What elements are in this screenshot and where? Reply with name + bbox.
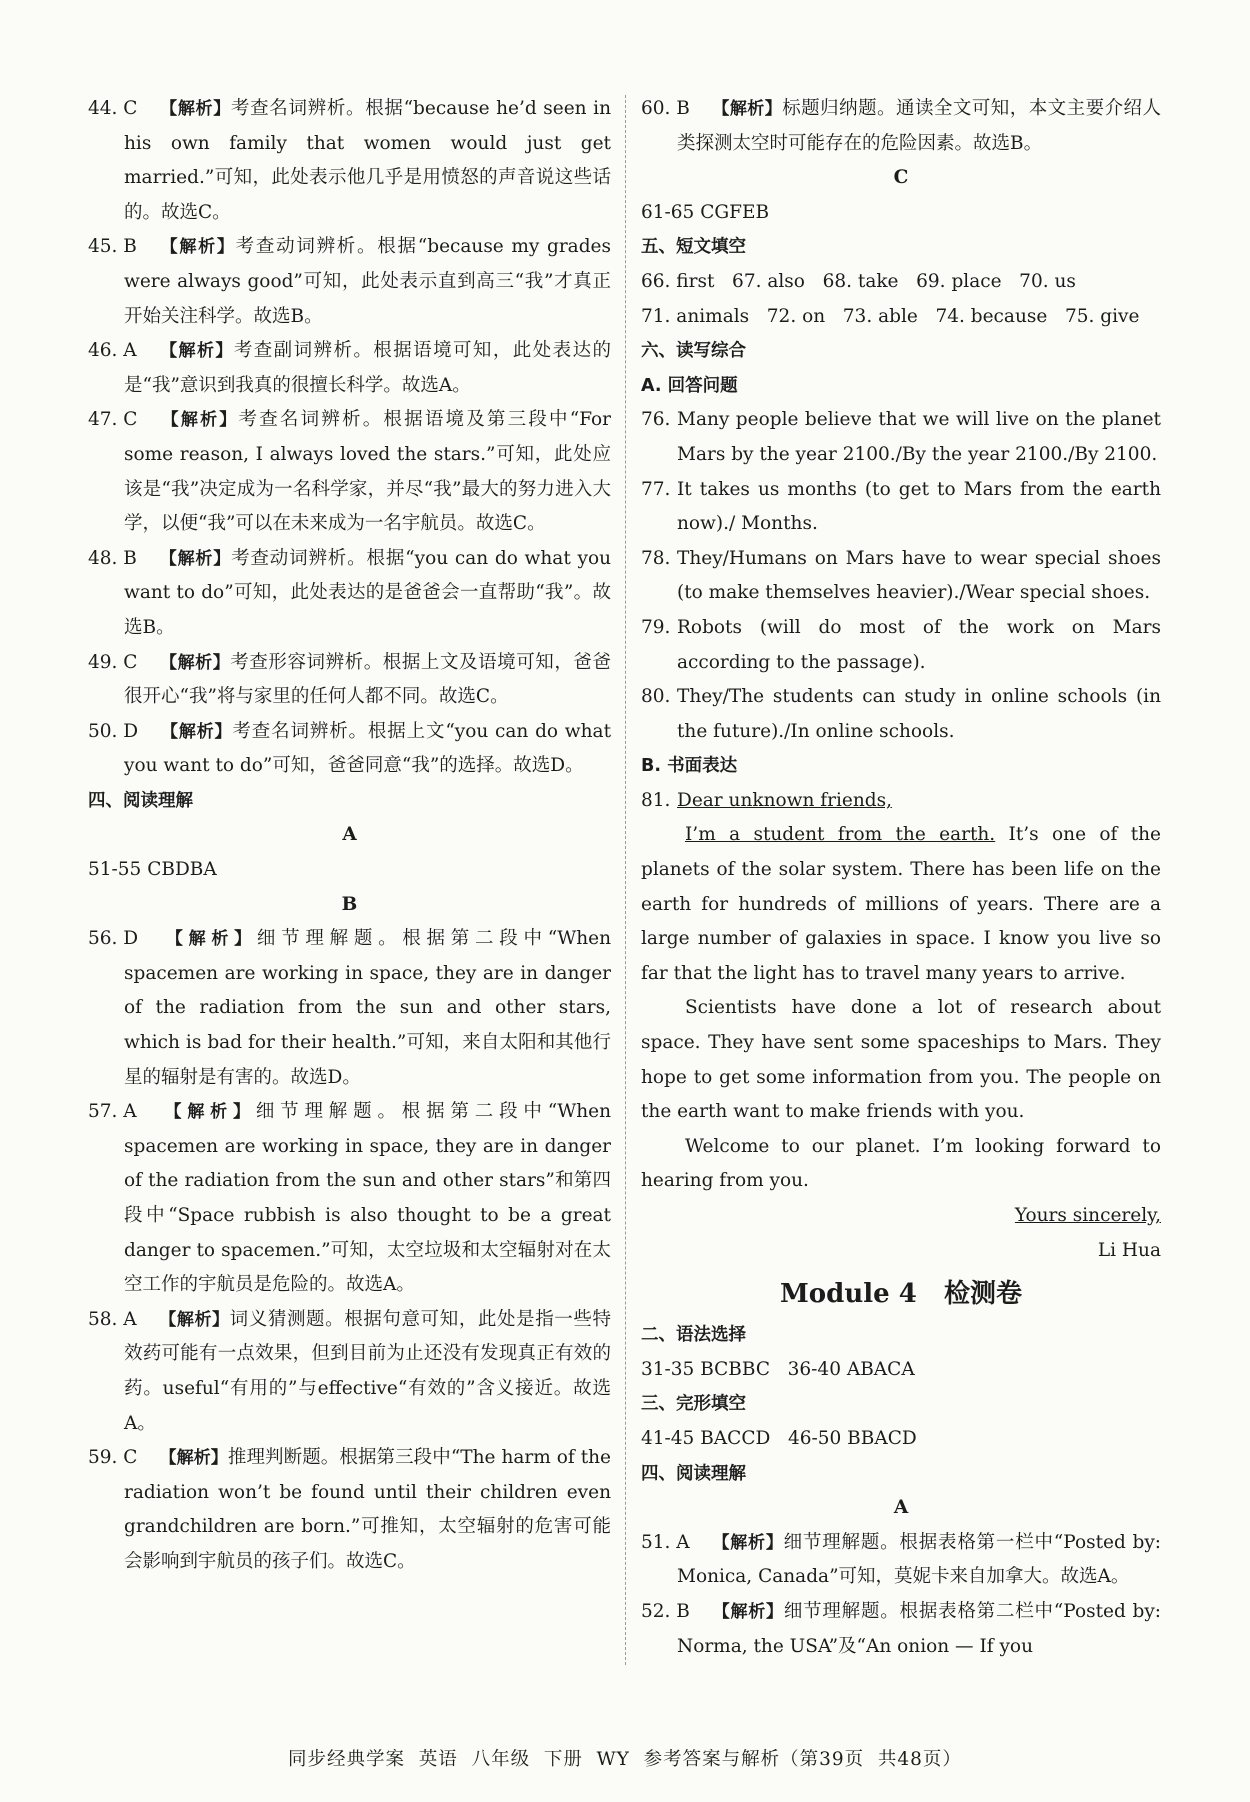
section-heading-reading-2: 四、阅读理解 xyxy=(641,1463,746,1484)
page-footer: 同步经典学案 英语 八年级 下册 WY 参考答案与解析（第39页 共48页） xyxy=(288,1749,962,1770)
item-text: 词义猜测题。根据句意可知，此处是指一些特效药可能有一点效果，但到目前为止还没有发现真正有效的药。useful“有用的”与effective“有效的”含义接近。故选A。 xyxy=(124,1308,611,1434)
item-text: 考查名词辨析。根据语境及第三段中“For some reason, I always loved the stars.”可知，此处应该是“我”决定成为一名科学家，并尽“我”最大的努力进入大学，以便“我”可以在未来成为一名宇航员。故选C。 xyxy=(124,409,611,535)
left-column xyxy=(88,92,611,1580)
answer-item xyxy=(88,1303,611,1441)
item-number: 78. xyxy=(641,547,671,569)
analysis-tag: 【解析】 xyxy=(160,929,257,950)
item-text: They/Humans on Mars have to wear special shoes (to make themselves heavier)./Wear special shoes. xyxy=(677,547,1161,604)
item-number: 59. C xyxy=(88,1447,138,1469)
analysis-tag: 【解析】 xyxy=(711,1532,784,1553)
answer-item xyxy=(88,646,611,715)
analysis-tag: 【解析】 xyxy=(711,99,783,119)
answer-item xyxy=(88,715,611,784)
essay-paragraph-2: Scientists have done a lot of research about space. They have sent some spaceships to Mars. They hope to get some information from you. The people on the earth want to make friends with you. xyxy=(641,997,1161,1123)
item-number: 57. A xyxy=(88,1101,137,1123)
item-text: 考查副词辨析。根据语境可知，此处表达的是“我”意识到我真的很擅长科学。故选A。 xyxy=(124,340,611,396)
item-number: 45. B xyxy=(88,236,137,258)
analysis-tag: 【解析】 xyxy=(160,721,233,742)
section-heading-grammar: 二、语法选择 xyxy=(641,1325,746,1346)
part-label-a: A xyxy=(342,824,357,846)
section-heading-reading: 四、阅读理解 xyxy=(88,790,193,811)
item-number: 81. xyxy=(641,789,671,811)
analysis-tag: 【解析】 xyxy=(158,1309,230,1330)
item-text: 考查形容词辨析。根据上文及语境可知，爸爸很开心“我”将与家里的任何人都不同。故选C。 xyxy=(124,651,611,708)
answer-item xyxy=(88,92,611,230)
answer-item xyxy=(641,473,1161,542)
item-text: 细节理解题。根据表格第一栏中“Posted by: Monica, Canada”可知，莫妮卡来自加拿大。故选A。 xyxy=(677,1531,1162,1588)
answer-item xyxy=(641,680,1161,749)
item-number: 80. xyxy=(641,686,671,708)
subsection-answer-questions: A. 回答问题 xyxy=(641,375,738,396)
item-number: 76. xyxy=(641,409,671,431)
answers-31-40: 31-35 BCBBC 36-40 ABACA xyxy=(641,1358,915,1380)
answer-item xyxy=(88,334,611,403)
answer-item xyxy=(88,922,611,1095)
answer-item xyxy=(88,1441,611,1579)
item-number: 48. B xyxy=(88,547,137,569)
analysis-tag: 【解析】 xyxy=(159,99,231,119)
essay-signature: Li Hua xyxy=(1097,1239,1161,1261)
item-text: 考查名词辨析。根据上文“you can do what you want to do”可知，爸爸同意“我”的选择。故选D。 xyxy=(124,720,612,777)
item-number: 79. xyxy=(641,616,671,638)
answer-item xyxy=(88,1095,611,1303)
analysis-tag: 【解析】 xyxy=(159,1448,228,1469)
item-text: 细节理解题。根据第二段中“When spacemen are working in space, they are in danger of the radiation from the sun and other stars, which is bad for their health.”可知，来自太阳和其他行星的辐射是有害的。故选D。 xyxy=(124,928,612,1088)
answers-61-65: 61-65 CGFEB xyxy=(641,201,770,223)
answer-item xyxy=(641,1595,1161,1664)
analysis-tag: 【解析】 xyxy=(711,1601,784,1622)
item-number: 47. C xyxy=(88,409,138,431)
subsection-writing: B. 书面表达 xyxy=(641,756,738,777)
answer-item xyxy=(641,611,1161,680)
analysis-tag: 【解析】 xyxy=(158,548,232,569)
answer-item xyxy=(88,542,611,646)
part-label-b: B xyxy=(341,893,358,915)
essay-underlined-sentence: I’m a student from the earth. xyxy=(685,824,996,846)
answers-41-50: 41-45 BACCD 46-50 BBACD xyxy=(641,1427,917,1449)
answer-item xyxy=(641,403,1161,472)
essay-paragraph-1 xyxy=(641,818,1161,991)
item-number: 49. C xyxy=(88,651,138,673)
item-text: Many people believe that we will live on the planet Mars by the year 2100./By the year 2100./By 2100. xyxy=(677,409,1161,465)
item-text: Robots (will do most of the work on Mars according to the passage). xyxy=(677,616,1161,673)
item-number: 52. B xyxy=(641,1600,690,1622)
answer-item xyxy=(88,230,611,334)
item-text: 考查名词辨析。根据“because he’d seen in his own family that women would just get married.”可知，此处表示他几乎是用愤怒的声音说这些话的。故选C。 xyxy=(124,98,611,223)
answer-item xyxy=(641,542,1161,611)
analysis-tag: 【解析】 xyxy=(158,1102,256,1123)
column-divider xyxy=(625,95,626,1665)
item-number: 44. C xyxy=(88,98,138,119)
section-heading-cloze: 三、完形填空 xyxy=(641,1394,746,1415)
section-heading-read-write: 六、读写综合 xyxy=(641,341,746,362)
essay-salutation: Dear unknown friends, xyxy=(677,789,892,811)
module-title: Module 4 检测卷 xyxy=(780,1279,1022,1310)
item-text: 推理判断题。根据第三段中“The harm of the radiation won’t be found until their children even grandchildren are born.”可推知，太空辐射的危害可能会影响到宇航员的孩子们。故选C。 xyxy=(124,1447,611,1572)
item-number: 58. A xyxy=(88,1308,137,1330)
item-text: 细节理解题。根据表格第二栏中“Posted by: Norma, the USA”及“An onion — If you xyxy=(677,1600,1162,1657)
essay xyxy=(641,784,1161,1268)
item-number: 46. A xyxy=(88,340,137,362)
item-number: 60. B xyxy=(641,98,690,119)
item-text: 标题归纳题。通读全文可知，本文主要介绍人类探测太空时可能存在的危险因素。故选B。 xyxy=(677,98,1161,154)
item-text: 细节理解题。根据第二段中“When spacemen are working in space, they are in danger of the radiation from the sun and other stars”和第四段中“Space rubbish is also thought to be a great danger to spacemen.”可知，太空垃圾和太空辐射对在太空工作的宇航员是危险的。故选A。 xyxy=(124,1101,611,1296)
item-text: It takes us months (to get to Mars from the earth now)./ Months. xyxy=(677,478,1161,535)
essay-p1-text: It’s one of the planets of the solar system. There has been life on the earth for hundreds of millions of years. There are a large number of galaxies in space. I know you live so far that the light has to travel many years to arrive. xyxy=(641,824,1161,984)
essay-closing xyxy=(641,1199,1161,1234)
section-heading-cloze-fill: 五、短文填空 xyxy=(641,237,746,258)
item-text: They/The students can study in online schools (in the future)./In online schools. xyxy=(677,686,1161,742)
item-number: 77. xyxy=(641,478,671,500)
analysis-tag: 【解析】 xyxy=(159,410,239,431)
essay-paragraph-3: Welcome to our planet. I’m looking forward to hearing from you. xyxy=(641,1135,1161,1192)
essay-salutation-line xyxy=(641,784,1161,819)
answer-item-60 xyxy=(641,92,1161,161)
item-text: 考查动词辨析。根据“you can do what you want to do”可知，此处表达的是爸爸会一直帮助“我”。故选B。 xyxy=(124,547,611,638)
item-text: 考查动词辨析。根据“because my grades were always good”可知，此处表示直到高三“我”才真正开始关注科学。故选B。 xyxy=(124,236,611,327)
answer-item xyxy=(88,403,611,541)
analysis-tag: 【解析】 xyxy=(159,652,231,673)
part-label-a-2: A xyxy=(893,1497,909,1519)
fill-answers-71-75: 71. animals 72. on 73. able 74. because 75. give xyxy=(641,305,1140,327)
item-number: 56. D xyxy=(88,928,139,950)
item-number: 50. D xyxy=(88,720,139,742)
answers-51-55: 51-55 CBDBA xyxy=(88,859,217,881)
right-column xyxy=(641,92,1161,1664)
analysis-tag: 【解析】 xyxy=(158,237,236,258)
answer-item xyxy=(641,1526,1161,1595)
item-number: 51. A xyxy=(641,1531,690,1553)
fill-answers-66-70: 66. first 67. also 68. take 69. place 70. us xyxy=(641,270,1076,292)
closing-text: Yours sincerely, xyxy=(1014,1205,1161,1226)
analysis-tag: 【解析】 xyxy=(158,341,234,362)
part-label-c: C xyxy=(893,167,909,189)
